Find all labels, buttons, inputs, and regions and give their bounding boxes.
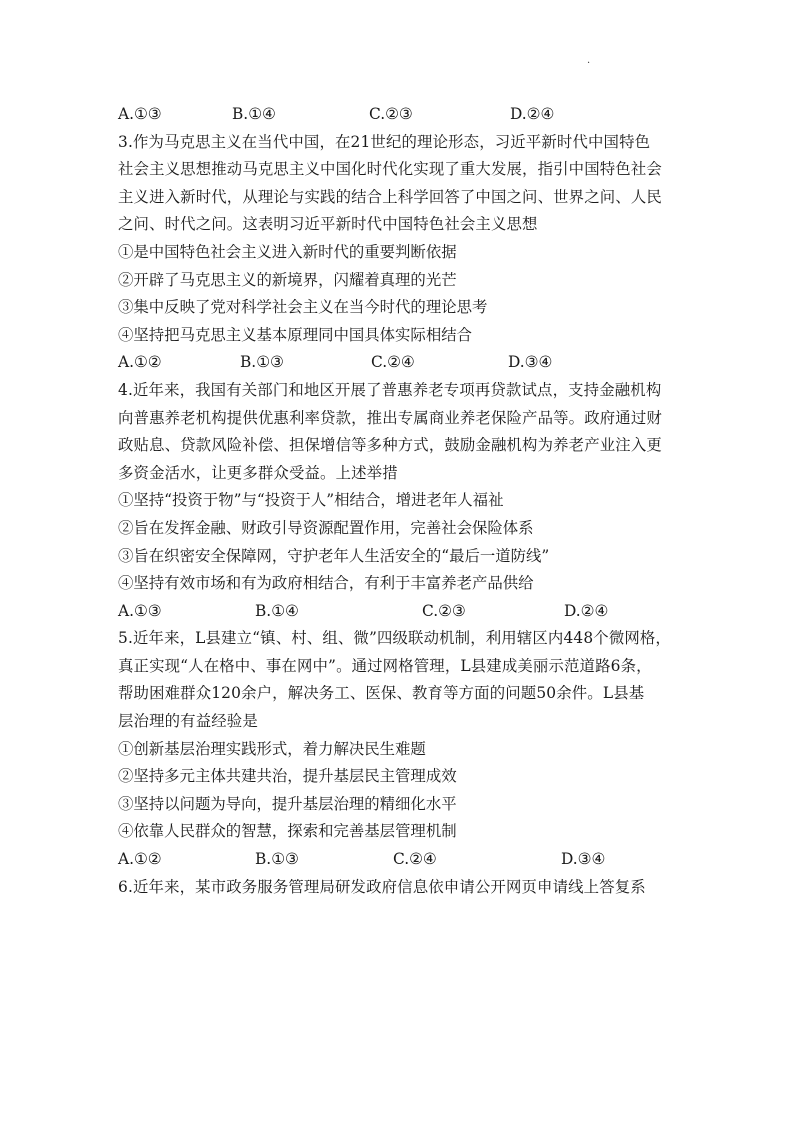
q3-stem-line: 社会主义思想推动马克思主义中国化时代化实现了重大发展，指引中国特色社会 <box>118 160 662 179</box>
q4-stem-line: 多资金活水，让更多群众受益。上述举措 <box>118 463 398 482</box>
q3-item-1: ①是中国特色社会主义进入新时代的重要判断依据 <box>118 242 457 261</box>
q3-item-2: ②开辟了马克思主义的新境界，闪耀着真理的光芒 <box>118 270 457 289</box>
q3-option-c: C.②④ <box>371 353 415 372</box>
q4-options <box>118 598 686 626</box>
q3-option-d: D.③④ <box>508 353 553 372</box>
q5-item-3: ③坚持以问题为导向，提升基层治理的精细化水平 <box>118 794 457 813</box>
question-3 <box>118 129 686 377</box>
q2-option-d: D.②④ <box>510 105 555 123</box>
scan-dot: · <box>587 58 591 69</box>
q2-option-c: C.②③ <box>369 105 413 123</box>
q5-item-4: ④依靠人民群众的智慧，探索和完善基层管理机制 <box>118 822 457 841</box>
q3-stem-line: 之问、时代之问。这表明习近平新时代中国特色社会主义思想 <box>118 215 538 234</box>
q5-option-c: C.②④ <box>393 850 437 869</box>
q4-stem-line: 4.近年来，我国有关部门和地区开展了普惠养老专项再贷款试点，支持金融机构 <box>118 380 662 399</box>
q3-item-3: ③集中反映了党对科学社会主义在当今时代的理论思考 <box>118 298 488 317</box>
q4-option-a: A.①③ <box>118 601 162 620</box>
q4-item-4: ④坚持有效市场和有为政府相结合，有利于丰富养老产品供给 <box>118 574 534 593</box>
q4-stem-line: 政贴息、贷款风险补偿、担保增信等多种方式，鼓励金融机构为养老产业注入更 <box>118 436 662 455</box>
q5-stem-line: 帮助困难群众120余户，解决务工、医保、教育等方面的问题50余件。L县基 <box>118 684 645 703</box>
q4-option-b: B.①④ <box>255 601 299 620</box>
q6-stem-line: 6.近年来，某市政务服务管理局研发政府信息依申请公开网页申请线上答复系 <box>118 877 646 896</box>
q3-stem-line: 3.作为马克思主义在当代中国，在21世纪的理论形态，习近平新时代中国特色 <box>118 132 651 151</box>
q3-option-b: B.①③ <box>240 353 284 372</box>
q2-option-b: B.①④ <box>232 105 276 123</box>
q5-item-2: ②坚持多元主体共建共治，提升基层民主管理成效 <box>118 767 457 786</box>
q5-stem-line: 层治理的有益经验是 <box>118 712 258 731</box>
q5-option-a: A.①② <box>118 850 162 869</box>
q4-option-c: C.②③ <box>422 601 466 620</box>
q5-stem-line: 5.近年来，L县建立“镇、村、组、微”四级联动机制，利用辖区内448个微网格， <box>118 629 671 648</box>
q3-options <box>118 349 686 377</box>
question-6 <box>118 874 686 902</box>
q4-item-2: ②旨在发挥金融、财政引导资源配置作用，完善社会保险体系 <box>118 518 534 537</box>
q4-option-d: D.②④ <box>564 601 609 620</box>
question-4 <box>118 377 686 625</box>
q5-options <box>118 846 686 874</box>
q4-item-1: ①坚持“投资于物”与“投资于人”相结合，增进老年人福祉 <box>118 491 504 510</box>
q5-option-b: B.①③ <box>255 850 299 869</box>
q4-item-3: ③旨在织密安全保障网，守护老年人生活安全的“最后一道防线” <box>118 546 550 565</box>
q3-stem-line: 主义进入新时代，从理论与实践的结合上科学回答了中国之问、世界之问、人民 <box>118 187 662 206</box>
exam-content <box>118 101 686 901</box>
q3-item-4: ④坚持把马克思主义基本原理同中国具体实际相结合 <box>118 325 472 344</box>
q2-options <box>118 101 686 129</box>
q3-option-a: A.①② <box>118 353 162 372</box>
q5-item-1: ①创新基层治理实践形式，着力解决民生难题 <box>118 739 426 758</box>
question-5 <box>118 625 686 873</box>
q4-stem-line: 向普惠养老机构提供优惠利率贷款，推出专属商业养老保险产品等。政府通过财 <box>118 408 662 427</box>
q5-stem-line: 真正实现“人在格中、事在网中”。通过网格管理，L县建成美丽示范道路6条， <box>118 656 652 675</box>
q2-option-a: A.①③ <box>118 105 162 123</box>
q5-option-d: D.③④ <box>561 850 606 869</box>
